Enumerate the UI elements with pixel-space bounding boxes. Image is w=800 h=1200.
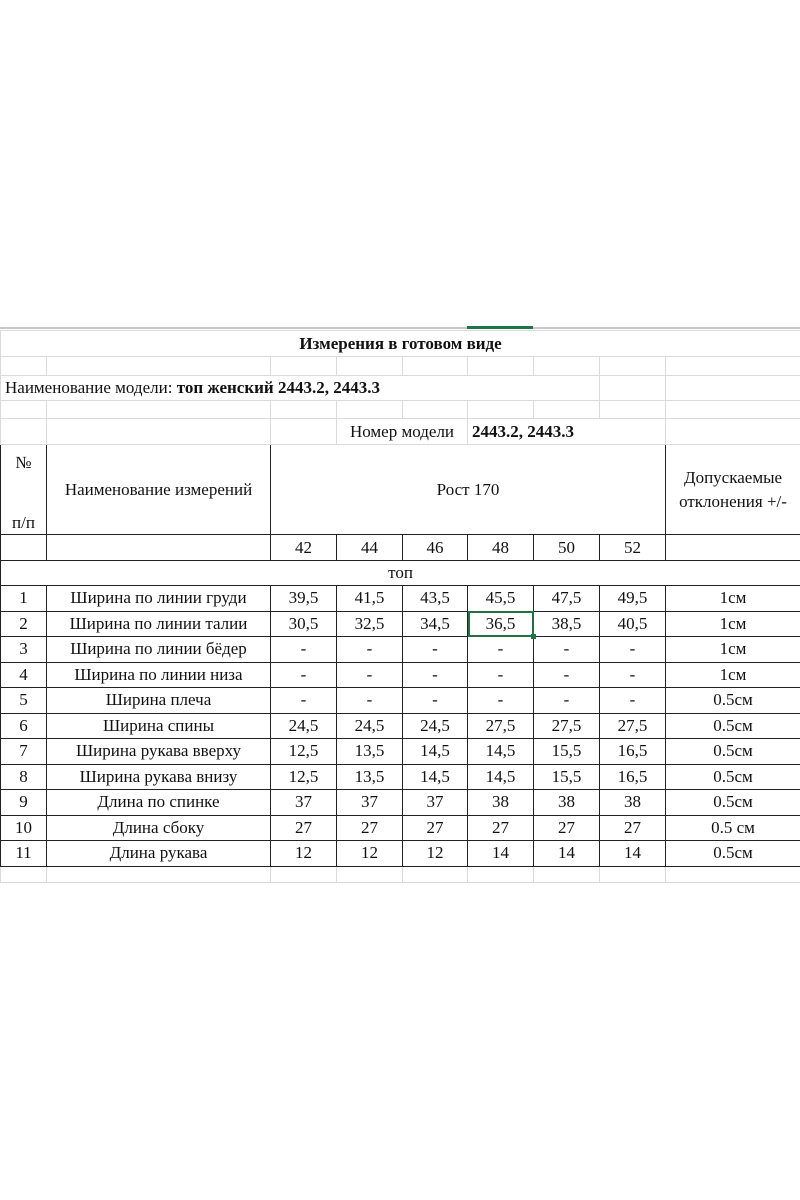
empty-cell[interactable] (1, 401, 47, 419)
row-number[interactable]: 2 (1, 611, 47, 637)
table-row (1, 611, 800, 637)
value-size-42[interactable]: 24,5 (271, 713, 337, 739)
header-number[interactable] (1, 445, 47, 535)
header-tolerance[interactable]: Допускаемые отклонения +/- (666, 445, 800, 535)
value-size-42[interactable]: - (271, 688, 337, 714)
table-row (1, 739, 800, 765)
tolerance[interactable]: 0.5см (666, 739, 800, 765)
empty-cell[interactable] (600, 401, 666, 419)
value-size-46[interactable]: - (403, 637, 468, 663)
model-name-cell[interactable] (1, 376, 600, 401)
measurement-name[interactable]: Ширина спины (47, 713, 271, 739)
value-size-46[interactable]: 14,5 (403, 764, 468, 790)
value-size-46[interactable]: 14,5 (403, 739, 468, 765)
cell[interactable] (1, 535, 47, 561)
value-size-48[interactable]: 14 (468, 841, 534, 867)
size-header-44[interactable]: 44 (337, 535, 403, 561)
empty-cell[interactable] (337, 357, 403, 376)
row-number[interactable]: 7 (1, 739, 47, 765)
row-number[interactable]: 8 (1, 764, 47, 790)
tolerance[interactable]: 1см (666, 586, 800, 612)
spreadsheet[interactable] (0, 330, 800, 883)
value-size-44[interactable]: 13,5 (337, 739, 403, 765)
value-size-48[interactable]: - (468, 662, 534, 688)
value-size-52[interactable]: 16,5 (600, 764, 666, 790)
empty-cell[interactable] (600, 866, 666, 882)
table-row (1, 713, 800, 739)
empty-cell[interactable] (47, 357, 271, 376)
value-size-46[interactable]: 27 (403, 815, 468, 841)
value-size-52[interactable]: - (600, 688, 666, 714)
measurement-name[interactable]: Ширина плеча (47, 688, 271, 714)
tolerance[interactable]: 0.5см (666, 688, 800, 714)
value-size-48[interactable]: 14,5 (468, 764, 534, 790)
value-size-44[interactable]: 37 (337, 790, 403, 816)
empty-cell[interactable] (47, 419, 271, 445)
model-number-label[interactable]: Номер модели (337, 419, 468, 445)
value-size-50[interactable]: - (534, 637, 600, 663)
value-size-44[interactable]: 12 (337, 841, 403, 867)
value-size-52[interactable]: 38 (600, 790, 666, 816)
row-number[interactable]: 6 (1, 713, 47, 739)
tolerance[interactable]: 0.5 см (666, 815, 800, 841)
value-size-44[interactable]: - (337, 662, 403, 688)
empty-cell[interactable] (1, 357, 47, 376)
row-number[interactable]: 4 (1, 662, 47, 688)
empty-cell[interactable] (47, 866, 271, 882)
value-size-48[interactable]: 14,5 (468, 739, 534, 765)
tolerance[interactable]: 0.5см (666, 790, 800, 816)
value-size-42[interactable]: 12 (271, 841, 337, 867)
value-size-48[interactable]: 45,5 (468, 586, 534, 612)
empty-cell[interactable] (1, 419, 47, 445)
value-size-50[interactable]: 47,5 (534, 586, 600, 612)
value-size-42[interactable]: 12,5 (271, 739, 337, 765)
empty-cell[interactable] (468, 357, 534, 376)
table-row (1, 764, 800, 790)
table-row (1, 688, 800, 714)
measurement-name[interactable]: Ширина по линии бёдер (47, 637, 271, 663)
empty-cell[interactable] (271, 357, 337, 376)
table-row (1, 790, 800, 816)
value-size-42[interactable]: 39,5 (271, 586, 337, 612)
value-size-44[interactable]: 13,5 (337, 764, 403, 790)
empty-cell[interactable] (271, 866, 337, 882)
value-size-46[interactable]: 12 (403, 841, 468, 867)
model-number-value[interactable]: 2443.2, 2443.3 (468, 419, 666, 445)
model-name-label: Наименование модели: (5, 378, 173, 397)
size-header-42[interactable]: 42 (271, 535, 337, 561)
value-size-46[interactable]: - (403, 662, 468, 688)
table-row (1, 586, 800, 612)
empty-cell[interactable] (468, 401, 534, 419)
empty-cell[interactable] (47, 401, 271, 419)
empty-cell[interactable] (666, 376, 800, 401)
value-size-42[interactable]: 37 (271, 790, 337, 816)
measurement-name[interactable]: Ширина по линии талии (47, 611, 271, 637)
row-number[interactable]: 5 (1, 688, 47, 714)
value-size-46[interactable]: - (403, 688, 468, 714)
measurement-name[interactable]: Ширина рукава вверху (47, 739, 271, 765)
row-number[interactable]: 9 (1, 790, 47, 816)
header-height[interactable]: Рост 170 (271, 445, 666, 535)
value-size-42[interactable]: - (271, 637, 337, 663)
column-header-border (0, 327, 800, 329)
value-size-50[interactable]: 14 (534, 841, 600, 867)
value-size-52[interactable]: 27 (600, 815, 666, 841)
header-measure-name[interactable]: Наименование измерений (47, 445, 271, 535)
empty-cell[interactable] (337, 866, 403, 882)
section-label[interactable]: топ (1, 561, 800, 586)
measurement-name[interactable]: Длина рукава (47, 841, 271, 867)
value-size-50[interactable]: 38,5 (534, 611, 600, 637)
table-row (1, 815, 800, 841)
value-size-44[interactable]: 24,5 (337, 713, 403, 739)
value-size-50[interactable]: - (534, 662, 600, 688)
tolerance[interactable]: 1см (666, 611, 800, 637)
size-header-50[interactable]: 50 (534, 535, 600, 561)
header-number-top: № (15, 452, 32, 472)
empty-cell[interactable] (600, 376, 666, 401)
empty-cell[interactable] (534, 401, 600, 419)
row-number[interactable]: 11 (1, 841, 47, 867)
active-column-marker (467, 326, 533, 329)
empty-cell[interactable] (666, 401, 800, 419)
table-row (1, 637, 800, 663)
empty-cell[interactable] (666, 357, 800, 376)
empty-cell[interactable] (403, 401, 468, 419)
value-size-52[interactable]: 14 (600, 841, 666, 867)
header-number-bottom: п/п (12, 512, 35, 532)
empty-cell[interactable] (403, 357, 468, 376)
empty-cell[interactable] (534, 357, 600, 376)
value-size-46[interactable]: 43,5 (403, 586, 468, 612)
size-header-48[interactable]: 48 (468, 535, 534, 561)
tolerance[interactable]: 1см (666, 637, 800, 663)
value-size-50[interactable]: - (534, 688, 600, 714)
cell[interactable] (666, 535, 800, 561)
empty-cell[interactable] (534, 866, 600, 882)
value-size-48[interactable]: 38 (468, 790, 534, 816)
empty-cell[interactable] (271, 419, 337, 445)
value-size-52[interactable]: 40,5 (600, 611, 666, 637)
value-size-50[interactable]: 27,5 (534, 713, 600, 739)
model-name-value: топ женский 2443.2, 2443.3 (176, 378, 380, 397)
measurement-name[interactable]: Ширина по линии груди (47, 586, 271, 612)
sheet-title: Измерения в готовом виде (1, 331, 800, 357)
measurement-name[interactable]: Длина по спинке (47, 790, 271, 816)
empty-cell[interactable] (666, 866, 800, 882)
value-size-46[interactable]: 24,5 (403, 713, 468, 739)
size-header-52[interactable]: 52 (600, 535, 666, 561)
empty-cell[interactable] (1, 866, 47, 882)
value-size-48[interactable]: - (468, 637, 534, 663)
value-size-50[interactable]: 15,5 (534, 739, 600, 765)
table-row (1, 662, 800, 688)
tolerance[interactable]: 0.5см (666, 713, 800, 739)
empty-cell[interactable] (666, 419, 800, 445)
cell[interactable] (47, 535, 271, 561)
empty-cell[interactable] (337, 401, 403, 419)
value-size-44[interactable]: 41,5 (337, 586, 403, 612)
value-size-48[interactable]: - (468, 688, 534, 714)
value-size-48[interactable]: 36,5 (468, 611, 534, 637)
empty-cell[interactable] (600, 357, 666, 376)
empty-cell[interactable] (403, 866, 468, 882)
value-size-42[interactable]: 30,5 (271, 611, 337, 637)
value-size-52[interactable]: 16,5 (600, 739, 666, 765)
value-size-44[interactable]: 32,5 (337, 611, 403, 637)
measurement-name[interactable]: Ширина по линии низа (47, 662, 271, 688)
measurement-name[interactable]: Ширина рукава внизу (47, 764, 271, 790)
empty-cell[interactable] (468, 866, 534, 882)
value-size-52[interactable]: 49,5 (600, 586, 666, 612)
row-number[interactable]: 1 (1, 586, 47, 612)
value-size-50[interactable]: 15,5 (534, 764, 600, 790)
tolerance[interactable]: 1см (666, 662, 800, 688)
size-header-46[interactable]: 46 (403, 535, 468, 561)
value-size-44[interactable]: - (337, 688, 403, 714)
row-number[interactable]: 10 (1, 815, 47, 841)
table-row (1, 841, 800, 867)
value-size-46[interactable]: 34,5 (403, 611, 468, 637)
value-size-42[interactable]: 27 (271, 815, 337, 841)
value-size-52[interactable]: 27,5 (600, 713, 666, 739)
value-size-52[interactable]: - (600, 662, 666, 688)
row-number[interactable]: 3 (1, 637, 47, 663)
value-size-48[interactable]: 27 (468, 815, 534, 841)
empty-cell[interactable] (271, 401, 337, 419)
measurement-name[interactable]: Длина сбоку (47, 815, 271, 841)
value-size-44[interactable]: 27 (337, 815, 403, 841)
value-size-46[interactable]: 37 (403, 790, 468, 816)
value-size-50[interactable]: 38 (534, 790, 600, 816)
tolerance[interactable]: 0.5см (666, 764, 800, 790)
value-size-52[interactable]: - (600, 637, 666, 663)
value-size-48[interactable]: 27,5 (468, 713, 534, 739)
value-size-50[interactable]: 27 (534, 815, 600, 841)
value-size-44[interactable]: - (337, 637, 403, 663)
value-size-42[interactable]: - (271, 662, 337, 688)
tolerance[interactable]: 0.5см (666, 841, 800, 867)
value-size-42[interactable]: 12,5 (271, 764, 337, 790)
